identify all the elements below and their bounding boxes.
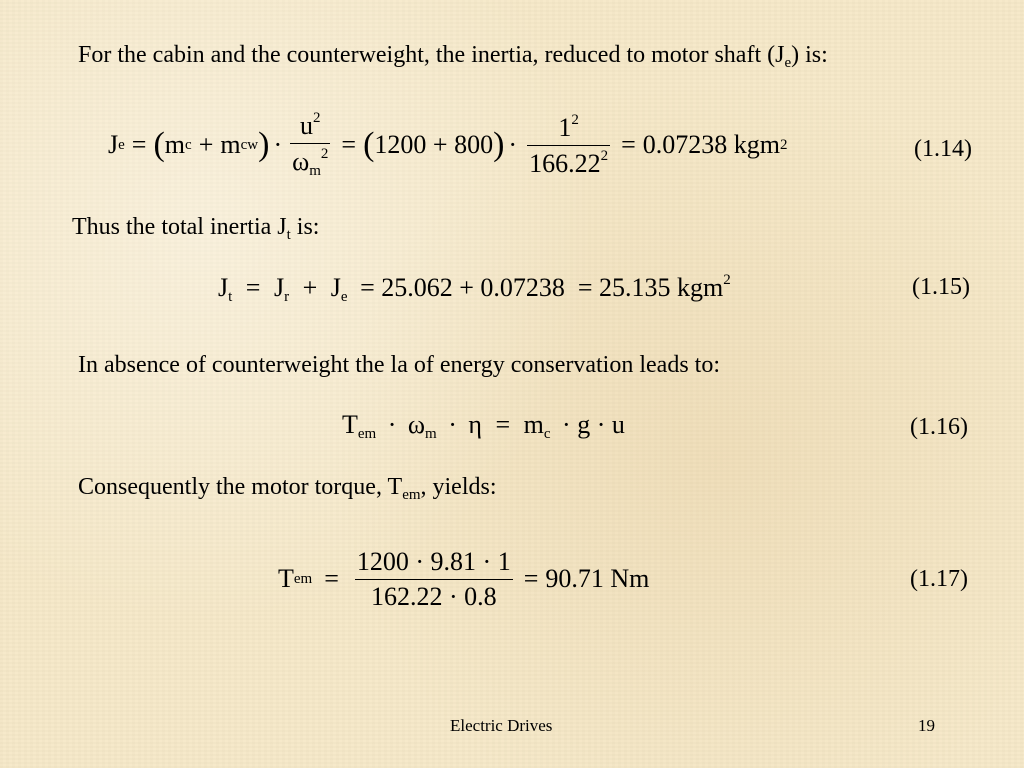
symbol-J: J — [330, 273, 341, 302]
result-value: 0.07238 kgm — [642, 130, 780, 159]
symbol-T: T — [278, 564, 294, 593]
footer-title: Electric Drives — [450, 716, 553, 735]
result-value: 90.71 Nm — [545, 564, 650, 593]
dot-operator: · — [387, 410, 397, 439]
text-part: ) is: — [791, 42, 828, 68]
fraction-torque — [355, 547, 513, 612]
symbol-m: m — [164, 130, 186, 159]
symbol-eta: η — [468, 410, 482, 439]
subscript-em: em — [293, 570, 313, 587]
number-166-22: 166.22 — [529, 148, 601, 178]
left-paren: ( — [153, 126, 165, 163]
number-1: 1 — [558, 112, 572, 142]
equals-sign: = — [495, 410, 511, 439]
numerator — [556, 112, 581, 145]
equals-sign: = — [341, 130, 357, 159]
equation-1-14 — [108, 100, 787, 190]
subscript-em: em — [357, 426, 377, 442]
text-part: , yields: — [420, 474, 497, 500]
subscript-t: t — [228, 289, 233, 305]
numerator — [298, 110, 323, 143]
symbol-J: J — [218, 273, 229, 302]
text-part: For the cabin and the counterweight, the inertia, reduced to motor shaft (J — [78, 42, 785, 68]
symbol-omega: ω — [407, 410, 426, 439]
remaining-terms: · g · u — [562, 410, 625, 439]
symbol-m: m — [220, 130, 241, 159]
left-paren: ( — [363, 126, 375, 163]
dot-operator: · — [273, 130, 283, 159]
text-part: Thus the total inertia J — [72, 214, 287, 240]
equation-number-1-17: (1.17) — [910, 566, 968, 592]
superscript: 2 — [320, 146, 329, 162]
equals-sign: = — [131, 130, 147, 159]
subscript-m: m — [425, 426, 437, 442]
dot-operator: · — [508, 130, 518, 159]
subscript-c: c — [185, 136, 192, 153]
equals-sign: = — [245, 273, 261, 302]
text-part: Consequently the motor torque, T — [78, 474, 403, 500]
equation-number-1-15: (1.15) — [912, 274, 970, 300]
subscript-c: c — [543, 426, 551, 442]
right-paren: ) — [493, 126, 505, 163]
equation-1-15 — [218, 272, 731, 306]
symbol-J: J — [273, 273, 285, 302]
symbol-omega: ω — [292, 147, 310, 176]
denominator — [290, 144, 330, 180]
text-part: is: — [290, 214, 320, 240]
subscript: e — [784, 55, 792, 71]
plus-sign: + — [302, 273, 318, 302]
equation-1-16 — [342, 410, 625, 443]
denominator — [527, 146, 610, 179]
denominator: 162.22 · 0.8 — [370, 581, 497, 611]
superscript: 2 — [723, 272, 731, 288]
equation-number-1-14: (1.14) — [914, 136, 972, 162]
equals-sign: = — [324, 564, 339, 593]
symbol-T: T — [342, 410, 358, 439]
intro-text-total-inertia — [72, 214, 319, 244]
plus-sign: + — [198, 130, 214, 159]
subscript: t — [286, 227, 291, 243]
intro-text-motor-torque — [78, 474, 497, 504]
equals-sign: = — [621, 130, 636, 159]
total-result: = 25.062 + 0.07238 = 25.135 kgm — [360, 273, 724, 302]
fraction-u-over-omega — [290, 110, 330, 180]
subscript: m — [309, 163, 321, 179]
equals-sign: = — [523, 564, 539, 593]
superscript: 2 — [313, 110, 321, 126]
dot-operator: · — [448, 410, 457, 439]
symbol-J: J — [108, 130, 119, 159]
subscript-r: r — [284, 289, 290, 305]
superscript: 2 — [779, 136, 788, 153]
subscript-cw: cw — [240, 136, 259, 153]
superscript: 2 — [571, 111, 579, 128]
numerator: 1200 · 9.81 · 1 — [356, 546, 511, 576]
subscript: em — [402, 487, 421, 503]
equation-number-1-16: (1.16) — [910, 414, 968, 440]
superscript: 2 — [600, 147, 609, 164]
right-paren: ) — [258, 126, 270, 163]
equation-1-17 — [278, 532, 649, 626]
page-number: 19 — [918, 716, 935, 735]
fraction-one-over-speed — [527, 112, 610, 179]
subscript-e: e — [118, 136, 125, 153]
intro-text-energy-conservation: In absence of counterweight the la of energy conservation leads to: — [78, 352, 720, 378]
intro-text-inertia — [78, 42, 828, 72]
symbol-u: u — [300, 111, 313, 140]
symbol-m: m — [523, 410, 544, 439]
subscript-e: e — [340, 289, 348, 305]
sum-expression: 1200 + 800 — [374, 130, 494, 159]
